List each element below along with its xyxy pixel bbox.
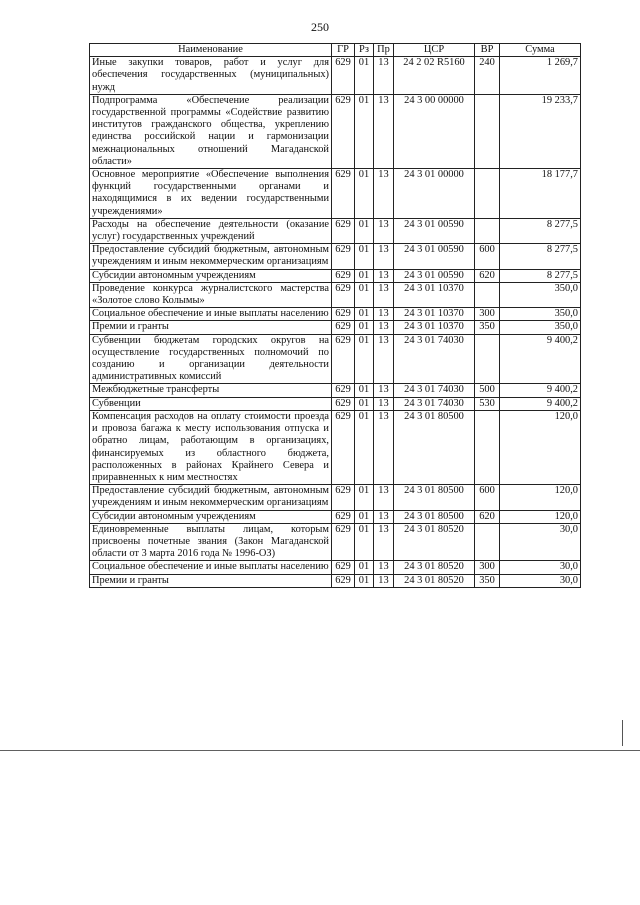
row-gr: 629 — [332, 410, 355, 484]
row-rz: 01 — [355, 321, 374, 334]
row-sum: 120,0 — [500, 410, 581, 484]
column-header-rz: Рз — [355, 44, 374, 57]
row-rz: 01 — [355, 410, 374, 484]
row-name: Предоставление субсидий бюджетным, автономным учреждениям и иным некоммерческим организациям — [90, 244, 332, 269]
row-csr: 24 3 00 00000 — [394, 94, 475, 168]
table-row — [90, 561, 581, 574]
row-gr: 629 — [332, 169, 355, 219]
row-name: Межбюджетные трансферты — [90, 384, 332, 397]
row-gr: 629 — [332, 397, 355, 410]
row-csr: 24 3 01 10370 — [394, 321, 475, 334]
row-name: Единовременные выплаты лицам, которым присвоены почетные звания (Закон Магаданской области от 3 марта 2016 года № 1996-ОЗ) — [90, 523, 332, 561]
table-row — [90, 485, 581, 510]
column-header-name: Наименование — [90, 44, 332, 57]
table-row — [90, 574, 581, 587]
row-rz: 01 — [355, 561, 374, 574]
table-header-row — [90, 44, 581, 57]
budget-table — [89, 43, 581, 588]
row-csr: 24 3 01 80520 — [394, 523, 475, 561]
row-sum: 30,0 — [500, 574, 581, 587]
row-name: Иные закупки товаров, работ и услуг для обеспечения государственных (муниципальных) нужд — [90, 57, 332, 95]
row-rz: 01 — [355, 510, 374, 523]
row-csr: 24 3 01 80520 — [394, 574, 475, 587]
column-header-pr: Пр — [374, 44, 394, 57]
table-row — [90, 510, 581, 523]
row-pr: 13 — [374, 57, 394, 95]
row-pr: 13 — [374, 308, 394, 321]
column-header-csr: ЦСР — [394, 44, 475, 57]
row-gr: 629 — [332, 321, 355, 334]
row-gr: 629 — [332, 485, 355, 510]
row-name: Субвенции бюджетам городских округов на осуществление государственных полномочий по созданию и организации деятельности административных комиссий — [90, 334, 332, 384]
row-pr: 13 — [374, 321, 394, 334]
row-rz: 01 — [355, 384, 374, 397]
row-sum: 19 233,7 — [500, 94, 581, 168]
table-row — [90, 410, 581, 484]
row-gr: 629 — [332, 282, 355, 307]
row-pr: 13 — [374, 282, 394, 307]
row-csr: 24 3 01 10370 — [394, 282, 475, 307]
column-header-sum: Сумма — [500, 44, 581, 57]
table-row — [90, 169, 581, 219]
row-rz: 01 — [355, 94, 374, 168]
row-pr: 13 — [374, 510, 394, 523]
table-row — [90, 282, 581, 307]
table-row — [90, 397, 581, 410]
row-sum: 8 277,5 — [500, 218, 581, 243]
row-rz: 01 — [355, 282, 374, 307]
row-sum: 350,0 — [500, 282, 581, 307]
row-gr: 629 — [332, 308, 355, 321]
table-row — [90, 384, 581, 397]
row-vr — [475, 94, 500, 168]
table-row — [90, 334, 581, 384]
row-pr: 13 — [374, 384, 394, 397]
scan-artifact-line — [0, 750, 640, 751]
row-name: Субсидии автономным учреждениям — [90, 269, 332, 282]
row-gr: 629 — [332, 94, 355, 168]
row-vr — [475, 334, 500, 384]
row-csr: 24 3 01 80520 — [394, 561, 475, 574]
table-row — [90, 523, 581, 561]
row-pr: 13 — [374, 523, 394, 561]
row-pr: 13 — [374, 574, 394, 587]
row-rz: 01 — [355, 218, 374, 243]
row-csr: 24 3 01 80500 — [394, 485, 475, 510]
row-vr — [475, 218, 500, 243]
row-csr: 24 3 01 74030 — [394, 384, 475, 397]
row-vr: 300 — [475, 308, 500, 321]
row-gr: 629 — [332, 269, 355, 282]
row-name: Основное мероприятие «Обеспечение выполнения функций государственными органами и находящимися в их ведении государственными учреждениями» — [90, 169, 332, 219]
row-gr: 629 — [332, 218, 355, 243]
row-sum: 120,0 — [500, 510, 581, 523]
row-rz: 01 — [355, 523, 374, 561]
row-sum: 1 269,7 — [500, 57, 581, 95]
row-name: Предоставление субсидий бюджетным, автономным учреждениям и иным некоммерческим организациям — [90, 485, 332, 510]
row-csr: 24 3 01 00590 — [394, 218, 475, 243]
row-sum: 120,0 — [500, 485, 581, 510]
row-rz: 01 — [355, 574, 374, 587]
table-row — [90, 218, 581, 243]
table-row — [90, 244, 581, 269]
row-pr: 13 — [374, 218, 394, 243]
row-sum: 350,0 — [500, 321, 581, 334]
row-rz: 01 — [355, 485, 374, 510]
row-pr: 13 — [374, 397, 394, 410]
row-csr: 24 3 01 74030 — [394, 397, 475, 410]
row-rz: 01 — [355, 308, 374, 321]
row-vr — [475, 523, 500, 561]
row-name: Субсидии автономным учреждениям — [90, 510, 332, 523]
row-gr: 629 — [332, 510, 355, 523]
table-row — [90, 94, 581, 168]
row-sum: 9 400,2 — [500, 334, 581, 384]
row-csr: 24 3 01 00590 — [394, 269, 475, 282]
row-pr: 13 — [374, 94, 394, 168]
row-vr: 620 — [475, 269, 500, 282]
column-header-vr: ВР — [475, 44, 500, 57]
row-sum: 9 400,2 — [500, 397, 581, 410]
row-name: Социальное обеспечение и иные выплаты населению — [90, 561, 332, 574]
row-pr: 13 — [374, 334, 394, 384]
row-vr: 530 — [475, 397, 500, 410]
row-pr: 13 — [374, 244, 394, 269]
row-pr: 13 — [374, 410, 394, 484]
row-name: Проведение конкурса журналистского мастерства «Золотое слово Колымы» — [90, 282, 332, 307]
row-vr: 600 — [475, 244, 500, 269]
row-gr: 629 — [332, 523, 355, 561]
row-vr — [475, 410, 500, 484]
row-gr: 629 — [332, 384, 355, 397]
row-name: Подпрограмма «Обеспечение реализации государственной программы «Содействие развитию институтов гражданского общества, укреплению единства российской нации и гармонизации межнациональных отношений Магаданской области» — [90, 94, 332, 168]
row-csr: 24 3 01 00000 — [394, 169, 475, 219]
row-name: Расходы на обеспечение деятельности (оказание услуг) государственных учреждений — [90, 218, 332, 243]
row-sum: 30,0 — [500, 523, 581, 561]
row-vr: 600 — [475, 485, 500, 510]
row-gr: 629 — [332, 561, 355, 574]
row-csr: 24 3 01 10370 — [394, 308, 475, 321]
row-rz: 01 — [355, 334, 374, 384]
row-pr: 13 — [374, 561, 394, 574]
row-sum: 30,0 — [500, 561, 581, 574]
row-rz: 01 — [355, 397, 374, 410]
row-gr: 629 — [332, 574, 355, 587]
row-gr: 629 — [332, 244, 355, 269]
table-row — [90, 308, 581, 321]
row-name: Премии и гранты — [90, 321, 332, 334]
row-sum: 350,0 — [500, 308, 581, 321]
row-sum: 8 277,5 — [500, 269, 581, 282]
column-header-gr: ГР — [332, 44, 355, 57]
row-rz: 01 — [355, 269, 374, 282]
row-csr: 24 3 01 00590 — [394, 244, 475, 269]
row-gr: 629 — [332, 334, 355, 384]
row-name: Субвенции — [90, 397, 332, 410]
row-vr: 350 — [475, 321, 500, 334]
row-vr: 350 — [475, 574, 500, 587]
row-sum: 18 177,7 — [500, 169, 581, 219]
row-vr: 300 — [475, 561, 500, 574]
row-sum: 8 277,5 — [500, 244, 581, 269]
row-vr: 620 — [475, 510, 500, 523]
row-name: Социальное обеспечение и иные выплаты населению — [90, 308, 332, 321]
row-name: Премии и гранты — [90, 574, 332, 587]
table-row — [90, 269, 581, 282]
row-sum: 9 400,2 — [500, 384, 581, 397]
row-vr: 500 — [475, 384, 500, 397]
table-row — [90, 321, 581, 334]
row-vr: 240 — [475, 57, 500, 95]
row-csr: 24 3 01 80500 — [394, 410, 475, 484]
row-gr: 629 — [332, 57, 355, 95]
row-csr: 24 3 01 74030 — [394, 334, 475, 384]
row-pr: 13 — [374, 169, 394, 219]
row-rz: 01 — [355, 169, 374, 219]
page-number: 250 — [311, 20, 329, 34]
row-csr: 24 3 01 80500 — [394, 510, 475, 523]
row-rz: 01 — [355, 57, 374, 95]
row-pr: 13 — [374, 269, 394, 282]
row-vr — [475, 169, 500, 219]
row-name: Компенсация расходов на оплату стоимости проезда и провоза багажа к месту использования отпуска и обратно лицам, работающим в организациях, финансируемых из областного бюджета, расположенных в районах Крайнего Севера и приравненных к ним местностях — [90, 410, 332, 484]
row-vr — [475, 282, 500, 307]
row-csr: 24 2 02 R5160 — [394, 57, 475, 95]
table-row — [90, 57, 581, 95]
row-pr: 13 — [374, 485, 394, 510]
scan-artifact-mark — [622, 720, 623, 746]
row-rz: 01 — [355, 244, 374, 269]
